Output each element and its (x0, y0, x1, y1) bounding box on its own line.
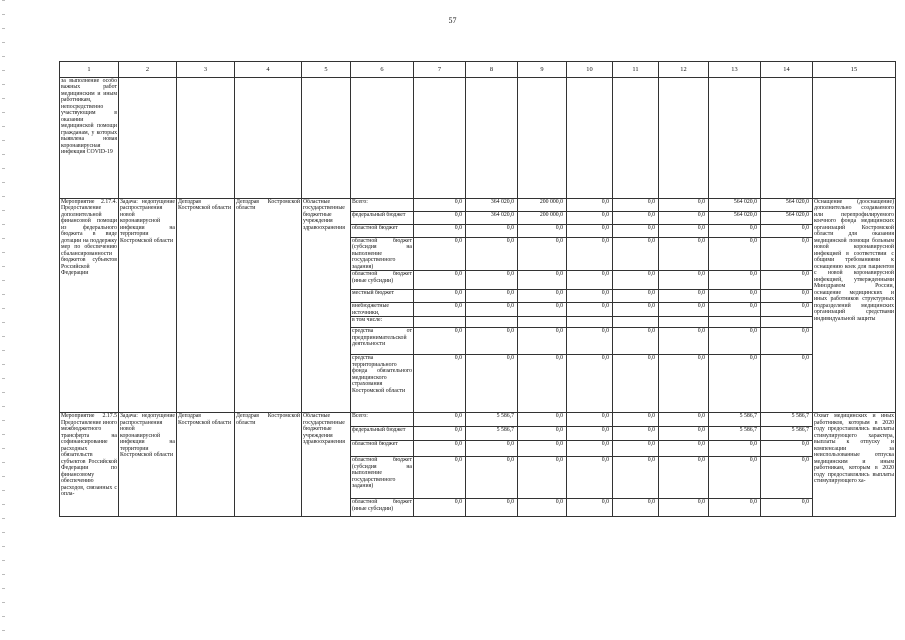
amount-cell: 0,0 (414, 328, 466, 355)
amount-cell: 0,0 (466, 355, 518, 413)
amount-cell: 0,0 (414, 290, 466, 303)
amount-cell: 0,0 (761, 225, 813, 238)
column-header-5: 5 (302, 62, 351, 78)
funding-source-label: федеральный бюджет (351, 212, 414, 225)
coordinator: Депздрав Костромской области (235, 199, 302, 413)
task-description: Задача: недопущение распространения новой коронавирусной инфекции на территории Костромской области (119, 413, 177, 517)
amount-cell: 0,0 (709, 303, 761, 317)
continued-description: за выполнение особо важных работ медицинским и иным работникам, непосредственно участвующим в оказании медицинской помощи гражданам, у которых выявлена новая коронавирусная инфекция COVID-19 (60, 78, 119, 199)
column-header-14: 14 (761, 62, 813, 78)
amount-cell: 0,0 (659, 328, 709, 355)
amount-cell: 5 586,7 (761, 413, 813, 427)
empty-cell (414, 78, 466, 199)
column-header-2: 2 (119, 62, 177, 78)
page-number: 57 (448, 16, 457, 25)
funding-source-label: областной бюджет (иные субсидии) (351, 271, 414, 290)
amount-cell: 364 020,0 (466, 199, 518, 212)
amount-cell: 0,0 (518, 441, 567, 457)
amount-cell: 0,0 (414, 355, 466, 413)
amount-cell: 0,0 (659, 355, 709, 413)
amount-cell: 364 020,0 (466, 212, 518, 225)
funding-source-label: Всего: (351, 199, 414, 212)
amount-cell: 0,0 (466, 290, 518, 303)
amount-cell: 0,0 (518, 238, 567, 271)
column-header-13: 13 (709, 62, 761, 78)
amount-cell (567, 317, 613, 328)
responsible-executor: Депздрав Костромской области (177, 199, 235, 413)
measure-description: Мероприятие 2.17.5 Предоставление иного межбюджетного трансферта на софинансирование расходных обязательств субъектов Российской Федерации по финансовому обеспечению расходов, связанных с опла- (60, 413, 119, 517)
column-header-11: 11 (613, 62, 659, 78)
amount-cell: 564 020,0 (709, 212, 761, 225)
funding-source-label: областной бюджет (иные субсидии) (351, 499, 414, 517)
amount-cell: 0,0 (567, 225, 613, 238)
amount-cell: 0,0 (567, 328, 613, 355)
column-header-15: 15 (813, 62, 896, 78)
amount-cell: 0,0 (518, 413, 567, 427)
amount-cell: 564 020,0 (761, 199, 813, 212)
amount-cell: 0,0 (414, 238, 466, 271)
empty-cell (613, 78, 659, 199)
amount-cell (466, 317, 518, 328)
amount-cell: 0,0 (466, 499, 518, 517)
amount-cell: 0,0 (659, 499, 709, 517)
funding-source-label: местный бюджет (351, 290, 414, 303)
amount-cell: 0,0 (709, 499, 761, 517)
amount-cell: 5 586,7 (709, 413, 761, 427)
funding-source-label: средства территориального фонда обязательного медицинского страхования Костромской области (351, 355, 414, 413)
amount-cell: 0,0 (414, 225, 466, 238)
expected-result: Оснащение (дооснащение) дополнительно создаваемого или перепрофилируемого коечного фонда медицинских организаций Костромской области для оказания медицинской помощи больным новой коронавирусной инфекцией в соответствии с общими требованиями к оснащению коек для пациентов с новой коронавирусной инфекцией, утвержденными Минздравом России, оснащение медицинских и иных работников структурных подразделений медицинских организаций средствами индивидуальной защиты (813, 199, 896, 413)
amount-cell: 0,0 (709, 355, 761, 413)
amount-cell: 200 000,0 (518, 212, 567, 225)
empty-cell (466, 78, 518, 199)
measure-description: Мероприятие 2.17.4. Предоставление дополнительной финансовой помощи из федерального бюджета в виде дотации на поддержку мер по обеспечению сбалансированности бюджетов субъектов Российской Федерации (60, 199, 119, 413)
column-header-7: 7 (414, 62, 466, 78)
amount-cell: 0,0 (613, 238, 659, 271)
empty-cell (302, 78, 351, 199)
amount-cell: 0,0 (567, 238, 613, 271)
amount-cell: 5 586,7 (709, 427, 761, 441)
amount-cell: 0,0 (414, 212, 466, 225)
amount-cell (414, 317, 466, 328)
funding-source-label: областной бюджет (субсидия на выполнение государственного задания) (352, 238, 412, 270)
amount-cell: 0,0 (613, 457, 659, 499)
amount-cell: 0,0 (466, 441, 518, 457)
amount-cell: 0,0 (709, 457, 761, 499)
empty-cell (119, 78, 177, 199)
amount-cell (761, 317, 813, 328)
column-header-3: 3 (177, 62, 235, 78)
funding-source-label: областной бюджет (351, 441, 414, 457)
amount-cell: 0,0 (567, 499, 613, 517)
empty-cell (709, 78, 761, 199)
amount-cell: 0,0 (709, 271, 761, 290)
amount-cell: 0,0 (659, 238, 709, 271)
amount-cell: 0,0 (518, 457, 567, 499)
amount-cell: 0,0 (659, 413, 709, 427)
binding-margin-marks (2, 0, 5, 640)
amount-cell: 0,0 (761, 355, 813, 413)
column-header-4: 4 (235, 62, 302, 78)
amount-cell: 0,0 (613, 225, 659, 238)
amount-cell: 0,0 (659, 290, 709, 303)
empty-cell (177, 78, 235, 199)
amount-cell (613, 317, 659, 328)
amount-cell: 0,0 (659, 427, 709, 441)
amount-cell: 0,0 (761, 303, 813, 317)
amount-cell: 0,0 (709, 328, 761, 355)
amount-cell: 0,0 (613, 355, 659, 413)
amount-cell: 200 000,0 (518, 199, 567, 212)
amount-cell: 0,0 (613, 441, 659, 457)
amount-cell: 0,0 (414, 441, 466, 457)
column-header-12: 12 (659, 62, 709, 78)
funding-source-label: внебюджетные источники, (351, 303, 414, 317)
amount-cell: 0,0 (414, 427, 466, 441)
amount-cell: 0,0 (709, 441, 761, 457)
empty-cell (567, 78, 613, 199)
participants: Областные государственные бюджетные учреждения здравоохранения (302, 413, 351, 517)
amount-cell (659, 317, 709, 328)
amount-cell: 0,0 (518, 499, 567, 517)
amount-cell: 0,0 (613, 212, 659, 225)
amount-cell: 564 020,0 (709, 199, 761, 212)
amount-cell: 0,0 (761, 441, 813, 457)
funding-source-label: федеральный бюджет (351, 427, 414, 441)
amount-cell: 0,0 (761, 271, 813, 290)
empty-cell (813, 78, 896, 199)
amount-cell: 0,0 (518, 328, 567, 355)
amount-cell: 0,0 (567, 290, 613, 303)
funding-source-label: в том числе: (351, 317, 414, 328)
empty-cell (518, 78, 567, 199)
amount-cell: 0,0 (518, 303, 567, 317)
amount-cell: 0,0 (613, 413, 659, 427)
amount-cell: 0,0 (466, 238, 518, 271)
amount-cell: 0,0 (613, 290, 659, 303)
amount-cell: 0,0 (709, 225, 761, 238)
amount-cell: 0,0 (659, 271, 709, 290)
empty-cell (761, 78, 813, 199)
column-header-1: 1 (60, 62, 119, 78)
coordinator: Депздрав Костромской области (235, 413, 302, 517)
amount-cell: 0,0 (659, 199, 709, 212)
amount-cell: 5 586,7 (466, 427, 518, 441)
amount-cell: 0,0 (567, 303, 613, 317)
amount-cell: 0,0 (466, 225, 518, 238)
amount-cell: 0,0 (761, 328, 813, 355)
amount-cell: 0,0 (709, 238, 761, 271)
amount-cell: 0,0 (761, 238, 813, 271)
header-row (60, 62, 896, 78)
amount-cell: 0,0 (567, 441, 613, 457)
amount-cell: 0,0 (613, 328, 659, 355)
amount-cell: 0,0 (414, 271, 466, 290)
amount-cell: 0,0 (613, 199, 659, 212)
amount-cell: 0,0 (567, 413, 613, 427)
amount-cell: 0,0 (518, 290, 567, 303)
amount-cell: 0,0 (613, 499, 659, 517)
amount-cell: 0,0 (567, 271, 613, 290)
amount-cell: 0,0 (567, 212, 613, 225)
funding-source-label: областной бюджет (351, 225, 414, 238)
amount-cell: 0,0 (613, 427, 659, 441)
amount-cell: 0,0 (613, 303, 659, 317)
amount-cell: 0,0 (761, 457, 813, 499)
amount-cell: 0,0 (518, 271, 567, 290)
amount-cell: 0,0 (659, 303, 709, 317)
funding-source-label: Всего: (351, 413, 414, 427)
amount-cell: 0,0 (659, 441, 709, 457)
amount-cell: 0,0 (567, 457, 613, 499)
column-header-6: 6 (351, 62, 414, 78)
amount-cell: 0,0 (659, 225, 709, 238)
column-header-10: 10 (567, 62, 613, 78)
amount-cell: 0,0 (709, 290, 761, 303)
amount-cell: 0,0 (414, 303, 466, 317)
amount-cell: 0,0 (466, 271, 518, 290)
amount-cell (709, 317, 761, 328)
amount-cell: 0,0 (659, 457, 709, 499)
amount-cell: 0,0 (659, 212, 709, 225)
table-row (60, 413, 896, 427)
amount-cell: 0,0 (518, 355, 567, 413)
funding-source-label: средства от предпринимательской деятельности (351, 328, 414, 355)
funding-source-label: областной бюджет (субсидия на выполнение государственного задания) (351, 457, 414, 499)
amount-cell: 0,0 (567, 427, 613, 441)
amount-cell: 0,0 (567, 199, 613, 212)
responsible-executor: Депздрав Костромской области (177, 413, 235, 517)
participants: Областные государственные бюджетные учреждения здравоохранения (302, 199, 351, 413)
column-header-9: 9 (518, 62, 567, 78)
amount-cell: 5 586,7 (466, 413, 518, 427)
amount-cell: 0,0 (414, 413, 466, 427)
empty-cell (659, 78, 709, 199)
amount-cell: 0,0 (466, 328, 518, 355)
amount-cell: 0,0 (518, 427, 567, 441)
continuation-row (60, 78, 896, 199)
amount-cell: 564 020,0 (761, 212, 813, 225)
amount-cell: 0,0 (466, 457, 518, 499)
amount-cell (518, 317, 567, 328)
amount-cell: 0,0 (761, 290, 813, 303)
amount-cell: 5 586,7 (761, 427, 813, 441)
amount-cell: 0,0 (761, 499, 813, 517)
empty-cell (351, 78, 414, 199)
empty-cell (235, 78, 302, 199)
column-header-8: 8 (466, 62, 518, 78)
amount-cell: 0,0 (414, 499, 466, 517)
amount-cell: 0,0 (518, 225, 567, 238)
amount-cell: 0,0 (414, 457, 466, 499)
budget-table (59, 61, 896, 517)
amount-cell: 0,0 (567, 355, 613, 413)
task-description: Задача: недопущение распространения новой коронавирусной инфекции на территории Костромской области (119, 199, 177, 413)
amount-cell: 0,0 (414, 199, 466, 212)
amount-cell: 0,0 (466, 303, 518, 317)
table-row (60, 199, 896, 212)
amount-cell: 0,0 (613, 271, 659, 290)
expected-result: Охват медицинских и иных работников, которым в 2020 году предоставлялись выплаты стимулирующего характера, выплаты к отпуску и компенсации за неиспользованные отпуска медицинским и иным работникам, которым в 2020 году предоставлялись выплаты стимулирующего ха- (813, 413, 896, 517)
